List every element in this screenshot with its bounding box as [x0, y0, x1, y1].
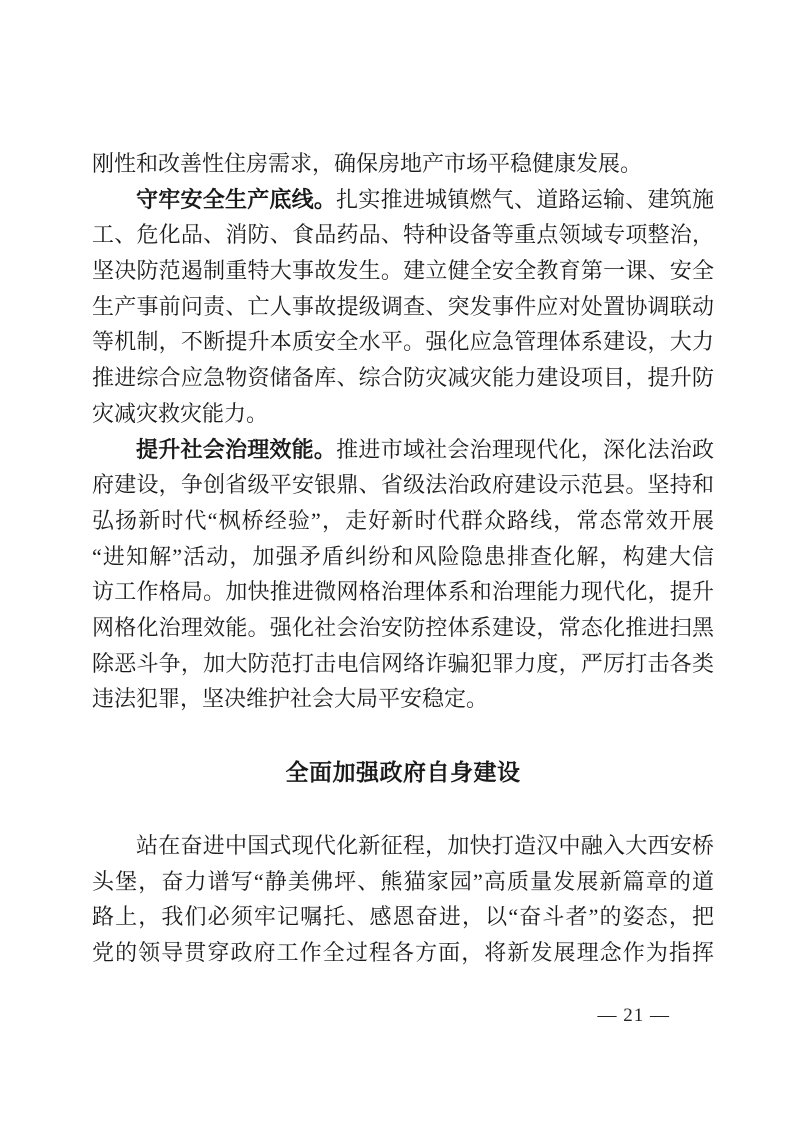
- line-text: 等机制，不断提升本质安全水平。强化应急管理体系建设，大力: [92, 329, 714, 355]
- text-line: [92, 289, 714, 325]
- line-text: 弘扬新时代“枫桥经验”，走好新时代群众路线，常态常效开展: [92, 507, 714, 533]
- text-line: [92, 432, 714, 468]
- line-text: 站在奋进中国式现代化新征程，加快打造汉中融入大西安桥: [136, 833, 714, 858]
- text-line: [92, 828, 714, 864]
- line-text: 违法犯罪，坚决维护社会大局平安稳定。: [92, 686, 489, 712]
- text-line: [92, 681, 714, 717]
- line-text: 生产事前问责、亡人事故提级调查、突发事件应对处置协调联动: [92, 293, 714, 319]
- line-text: 工、危化品、消防、食品药品、特种设备等重点领域专项整治，: [92, 222, 714, 248]
- closing-text-block: [92, 828, 714, 971]
- line-text: 推进综合应急物资储备库、综合防灾减灾能力建设项目，提升防: [92, 365, 714, 391]
- text-line: [92, 935, 714, 971]
- line-text: 路上，我们必须牢记嘱托、感恩奋进，以“奋斗者”的姿态，把: [92, 904, 714, 930]
- body-text-block: [92, 146, 714, 717]
- line-text: “进知解”活动，加强矛盾纠纷和风险隐患排查化解，构建大信: [92, 543, 714, 569]
- line-text: 头堡，奋力谱写“静美佛坪、熊猫家园”高质量发展新篇章的道: [92, 868, 714, 894]
- text-line: [92, 182, 714, 218]
- line-text: 除恶斗争，加大防范打击电信网络诈骗犯罪力度，严厉打击各类: [92, 650, 714, 676]
- page-number: — 21 —: [597, 1005, 670, 1026]
- line-text: 访工作格局。加快推进微网格治理体系和治理能力现代化，提升: [92, 579, 714, 605]
- text-line: [92, 253, 714, 289]
- text-line: [92, 610, 714, 646]
- text-line: [92, 646, 714, 682]
- text-line: [92, 396, 714, 432]
- line-text: 坚决防范遏制重特大事故发生。建立健全安全教育第一课、安全: [92, 258, 714, 284]
- line-text: 灾减灾救灾能力。: [92, 400, 269, 426]
- text-line: [92, 467, 714, 503]
- text-line: [92, 864, 714, 900]
- text-line: [92, 324, 714, 360]
- line-text: 党的领导贯穿政府工作全过程各方面，将新发展理念作为指挥: [92, 940, 714, 966]
- text-line: [92, 899, 714, 935]
- text-line: [92, 503, 714, 539]
- line-text: 府建设，争创省级平安银鼎、省级法治政府建设示范县。坚持和: [92, 472, 714, 498]
- line-text: 扎实推进城镇燃气、道路运输、建筑施: [336, 186, 714, 212]
- line-text: 刚性和改善性住房需求，确保房地产市场平稳健康发展。: [92, 151, 643, 176]
- text-line: [92, 574, 714, 610]
- paragraph-lead-bold: 守牢安全生产底线。: [136, 186, 337, 212]
- text-line: [92, 360, 714, 396]
- paragraph-lead-bold: 提升社会治理效能。: [136, 436, 337, 462]
- line-text: 网格化治理效能。强化社会治安防控体系建设，常态化推进扫黑: [92, 614, 714, 640]
- text-line: [92, 217, 714, 253]
- line-text: 推进市域社会治理现代化，深化法治政: [336, 436, 714, 462]
- text-line: [92, 539, 714, 575]
- text-line: [92, 146, 714, 182]
- section-heading: 全面加强政府自身建设: [285, 760, 521, 785]
